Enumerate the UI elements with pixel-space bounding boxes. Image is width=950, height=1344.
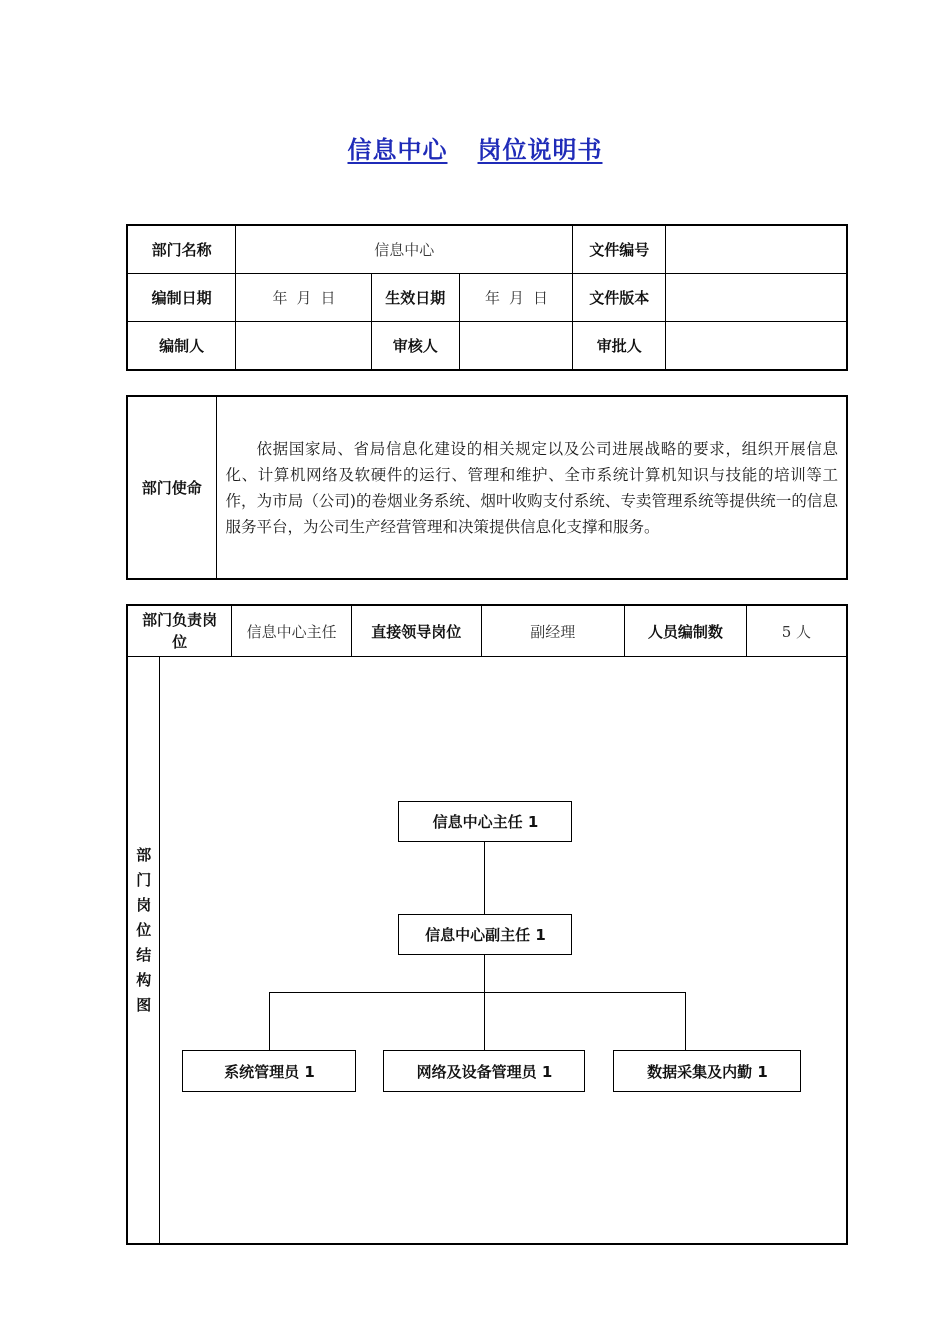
approver-label: 审批人 bbox=[573, 322, 666, 371]
connector-deputy bbox=[484, 953, 485, 992]
connector-top bbox=[484, 840, 485, 915]
org-chart bbox=[160, 677, 846, 1223]
mission-label: 部门使命 bbox=[127, 396, 216, 579]
org-node-director: 信息中心主任 1 bbox=[398, 801, 572, 842]
compiler-label: 编制人 bbox=[127, 322, 236, 371]
chart-label-cell bbox=[127, 657, 160, 1245]
compiler-value bbox=[236, 322, 372, 371]
mission-text: 依据国家局、省局信息化建设的相关规定以及公司进展战略的要求，组织开展信息化、计算机网络及软硬件的运行、管理和维护、全市系统计算机知识与技能的培训等工作，为市局（公司)的卷烟业务系统、烟叶收购支付系统、专卖管理系统等提供统一的信息服务平台，为公司生产经营管理和决策提供信息化支撑和服务。 bbox=[216, 396, 847, 579]
compile-date-label: 编制日期 bbox=[127, 274, 236, 322]
doc-no-label: 文件编号 bbox=[573, 225, 666, 274]
direct-leader-value: 副经理 bbox=[481, 605, 625, 657]
title-dept: 信息中心 bbox=[347, 136, 448, 164]
headcount-label: 人员编制数 bbox=[625, 605, 747, 657]
head-post-label: 部门负责岗位 bbox=[127, 605, 232, 657]
chart-label: 部门岗位结构图 bbox=[136, 845, 152, 1014]
info-table bbox=[126, 224, 848, 371]
doc-version-value bbox=[666, 274, 847, 322]
effective-date-value: 年月日 bbox=[459, 274, 573, 322]
mission-table bbox=[126, 395, 848, 580]
structure-table bbox=[126, 604, 848, 1245]
org-node-sysadmin: 系统管理员 1 bbox=[182, 1050, 356, 1092]
connector-left bbox=[269, 992, 270, 1050]
org-node-deputy: 信息中心副主任 1 bbox=[398, 914, 572, 955]
org-node-data-clerk: 数据采集及内勤 1 bbox=[613, 1050, 801, 1092]
org-chart-cell bbox=[160, 657, 847, 1245]
title-doc: 岗位说明书 bbox=[477, 136, 603, 164]
effective-date-label: 生效日期 bbox=[371, 274, 459, 322]
page-title bbox=[0, 130, 950, 165]
dept-name-label: 部门名称 bbox=[127, 225, 236, 274]
doc-no-value bbox=[666, 225, 847, 274]
headcount-value: 5 人 bbox=[746, 605, 847, 657]
connector-middle bbox=[484, 992, 485, 1050]
head-post-value: 信息中心主任 bbox=[232, 605, 352, 657]
reviewer-label: 审核人 bbox=[371, 322, 459, 371]
dept-name-value: 信息中心 bbox=[236, 225, 573, 274]
doc-version-label: 文件版本 bbox=[573, 274, 666, 322]
reviewer-value bbox=[459, 322, 573, 371]
connector-horizontal bbox=[269, 992, 686, 993]
approver-value bbox=[666, 322, 847, 371]
connector-right bbox=[685, 992, 686, 1050]
direct-leader-label: 直接领导岗位 bbox=[351, 605, 481, 657]
compile-date-value: 年月日 bbox=[236, 274, 372, 322]
org-node-network-admin: 网络及设备管理员 1 bbox=[383, 1050, 585, 1092]
